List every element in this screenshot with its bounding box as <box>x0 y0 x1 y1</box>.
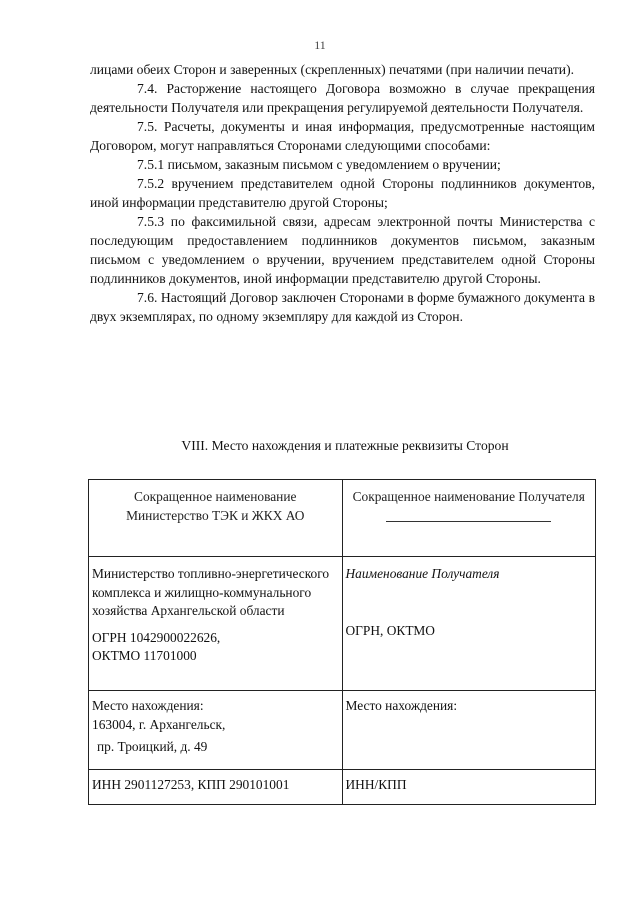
header-recipient-text: Сокращенное наименование Получателя <box>352 489 585 504</box>
recipient-codes: ОГРН, ОКТМО <box>345 622 435 638</box>
ministry-address-cell <box>89 691 343 770</box>
ministry-oktmo: ОКТМО 11701000 <box>92 648 197 663</box>
paragraph-7-6: 7.6. Настоящий Договор заключен Сторонами в форме бумажного документа в двух экземплярах, по одному экземпляру для каждой из Сторон. <box>90 290 595 324</box>
recipient-name-placeholder: Наименование Получателя <box>345 566 500 581</box>
paragraph-7-4: 7.4. Расторжение настоящего Договора возможно в случае прекращения деятельности Получателя или прекращения регулируемой деятельности Получателя. <box>90 81 595 115</box>
ministry-address-label: Место нахождения: <box>92 698 204 713</box>
recipient-inn-cell <box>342 770 596 805</box>
ministry-address-city: 163004, г. Архангельск, <box>92 716 226 732</box>
recipient-address-label: Место нахождения: <box>345 698 458 713</box>
paragraph-7-5-3: 7.5.3 по факсимильной связи, адресам электронной почты Министерства с последующим предоставлением подлинников документов письмом, заказным письмом с уведомлением о вручении, вручением представителем одной Стороны подлинников документов, иной информации представителю другой Стороны. <box>90 214 595 286</box>
table-header-row <box>89 480 596 557</box>
recipient-inn-kpp: ИНН/КПП <box>345 777 407 792</box>
ministry-ogrn: ОГРН 1042900022626, <box>92 629 221 645</box>
page-number: 11 <box>314 38 326 52</box>
paragraph-continuation: лицами обеих Сторон и заверенных (скрепленных) печатями (при наличии печати). <box>90 62 574 77</box>
paragraph-7-5: 7.5. Расчеты, документы и иная информация, предусмотренные настоящим Договором, могут направляться Сторонами следующими способами: <box>90 119 595 153</box>
ministry-address-street: пр. Троицкий, д. 49 <box>97 739 208 754</box>
requisites-table <box>88 479 596 805</box>
paragraph-7-5-1: 7.5.1 письмом, заказным письмом с уведомлением о вручении; <box>137 157 501 172</box>
header-ministry-text: Сокращенное наименование Министерство ТЭК и ЖКХ АО <box>126 489 305 523</box>
table-row-names <box>89 557 596 691</box>
ministry-inn-cell <box>89 770 343 805</box>
contract-body <box>90 60 595 326</box>
ministry-inn-kpp: ИНН 2901127253, КПП 290101001 <box>92 777 290 792</box>
ministry-full-name: Министерство топливно-энергетического комплекса и жилищно-коммунального хозяйства Архангельской области <box>92 566 330 618</box>
paragraph-7-5-2: 7.5.2 вручением представителем одной Стороны подлинников документов, иной информации представителю другой Стороны; <box>90 176 595 210</box>
table-row-inn <box>89 770 596 805</box>
table-row-address <box>89 691 596 770</box>
header-recipient-cell <box>342 480 596 557</box>
signature-line <box>386 521 551 522</box>
header-ministry-cell <box>89 480 343 557</box>
recipient-address-cell <box>342 691 596 770</box>
ministry-name-cell <box>89 557 343 691</box>
section-heading: VIII. Место нахождения и платежные реквизиты Сторон <box>181 438 509 453</box>
recipient-name-cell <box>342 557 596 691</box>
